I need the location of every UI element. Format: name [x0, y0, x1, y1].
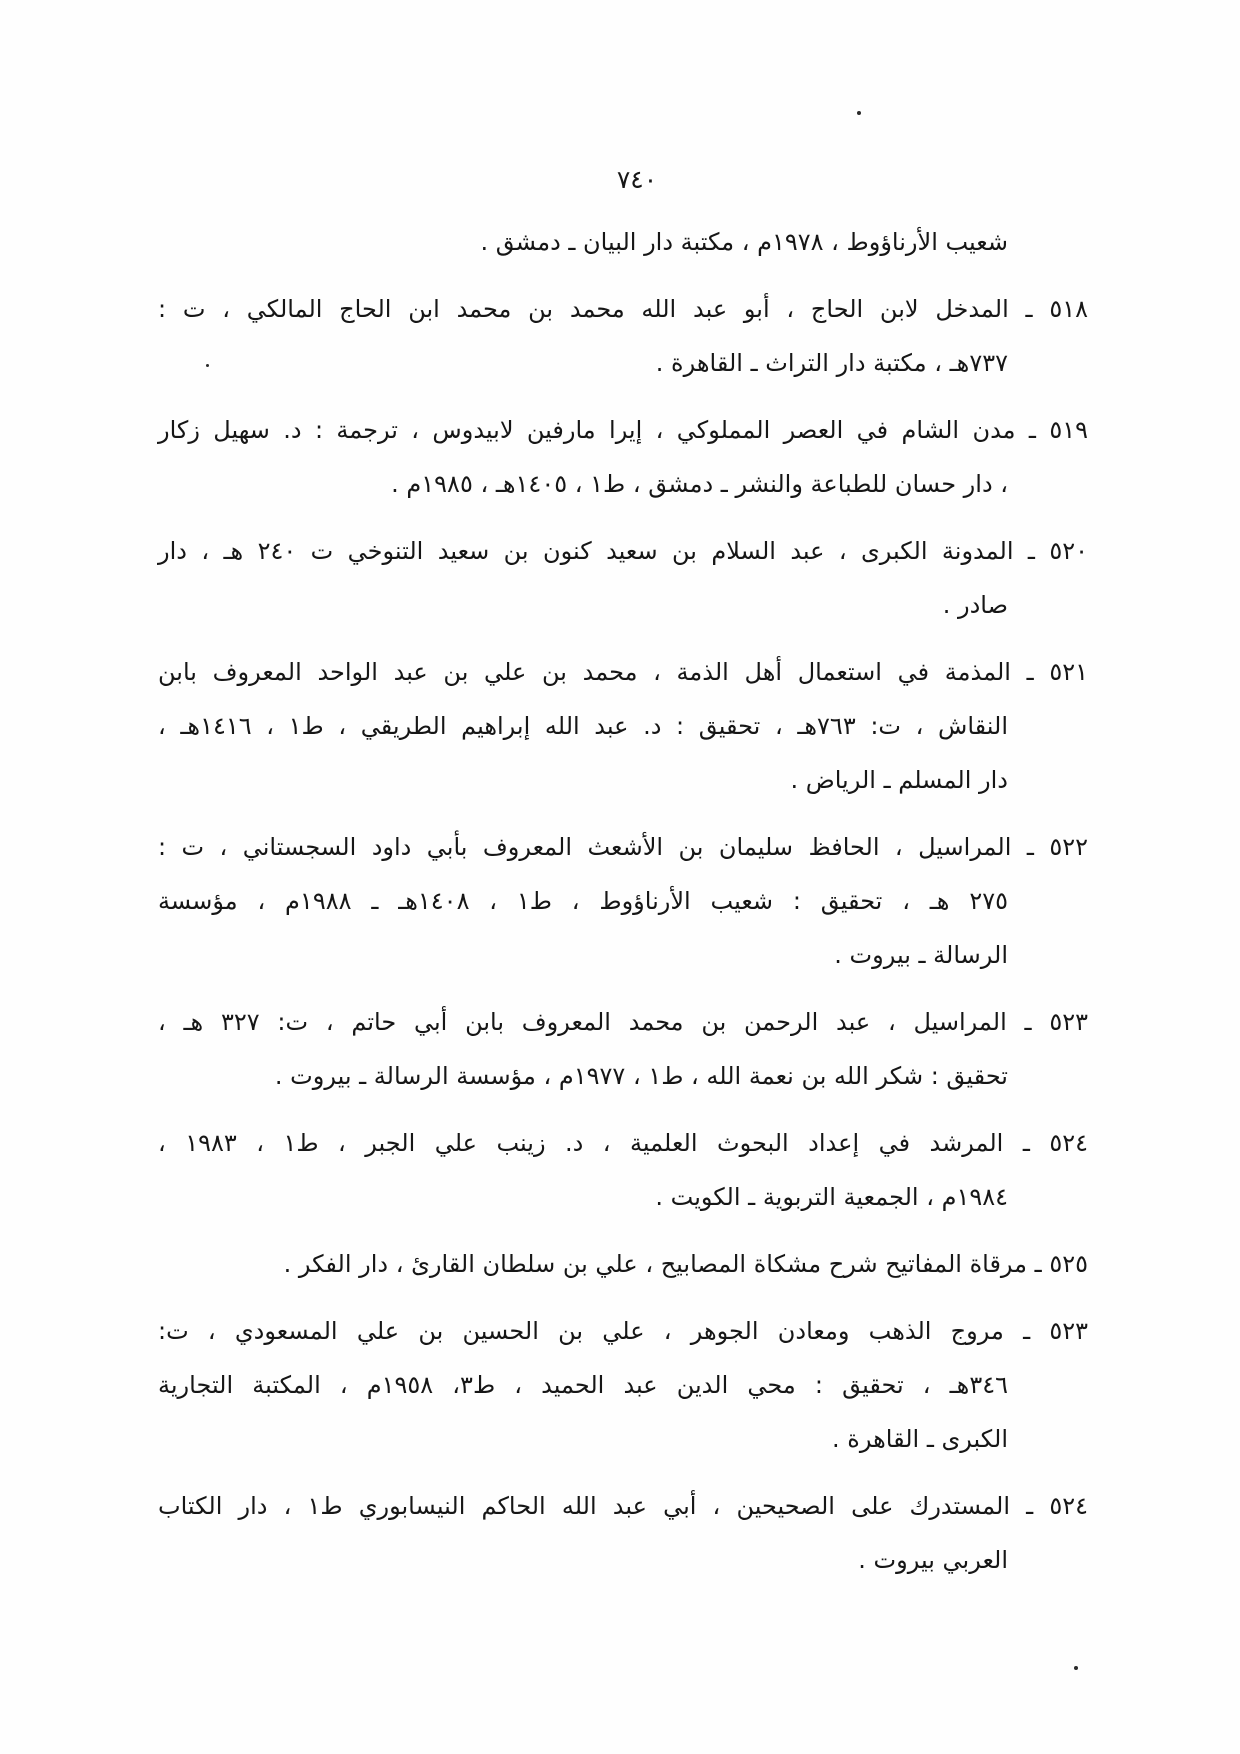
- entry-line: ٥٢٤ ـ المستدرك على الصحيحين ، أبي عبد الله الحاكم النيسابوري ط١ ، دار الكتاب: [158, 1492, 1088, 1520]
- entry-line: تحقيق : شكر الله بن نعمة الله ، ط١ ، ١٩٧٧م ، مؤسسة الرسالة ـ بيروت .: [274, 1062, 1008, 1090]
- entry-line: دار المسلم ـ الرياض .: [790, 766, 1008, 794]
- entry-line: ٥٢٣ ـ مروج الذهب ومعادن الجوهر ، علي بن الحسين بن علي المسعودي ، ت:: [158, 1317, 1088, 1345]
- entry-line: ٢٧٥ هـ ، تحقيق : شعيب الأرناؤوط ، ط١ ، ١٤٠٨هـ ـ ١٩٨٨م ، مؤسسة: [158, 887, 1008, 915]
- entry-line: ٧٣٧هـ ، مكتبة دار التراث ـ القاهرة .: [655, 349, 1008, 377]
- entry-line: ٥٢٣ ـ المراسيل ، عبد الرحمن بن محمد المعروف بابن أبي حاتم ، ت: ٣٢٧ هـ ،: [158, 1008, 1088, 1036]
- entry-line: شعيب الأرناؤوط ، ١٩٧٨م ، مكتبة دار البيان ـ دمشق .: [480, 228, 1008, 256]
- entry-line: ٥١٩ ـ مدن الشام في العصر المملوكي ، إيرا مارفين لابيدوس ، ترجمة : د. سهيل زكار: [158, 416, 1088, 444]
- bibliography-entry: [158, 1116, 1088, 1224]
- entry-line: ٣٤٦هـ ، تحقيق : محي الدين عبد الحميد ، ط٣، ١٩٥٨م ، المكتبة التجارية: [158, 1371, 1008, 1399]
- entry-line: العربي بيروت .: [858, 1546, 1008, 1574]
- entry-line: ٥٢٥ ـ مرقاة المفاتيح شرح مشكاة المصابيح ، علي بن سلطان القارئ ، دار الفكر .: [283, 1250, 1088, 1278]
- entry-line: ٥١٨ ـ المدخل لابن الحاج ، أبو عبد الله محمد بن محمد ابن الحاج المالكي ، ت :: [158, 295, 1088, 323]
- bibliography-entry: [158, 1479, 1088, 1587]
- entry-line: ٥٢٠ ـ المدونة الكبرى ، عبد السلام بن سعيد كنون بن سعيد التنوخي ت ٢٤٠ هـ ، دار: [158, 537, 1089, 565]
- entry-line: ، دار حسان للطباعة والنشر ـ دمشق ، ط١ ، ١٤٠٥هـ ، ١٩٨٥م .: [391, 470, 1008, 498]
- bibliography-entry: [158, 645, 1088, 807]
- bibliography-entry: [158, 820, 1088, 982]
- bibliography-list: [158, 215, 1088, 1600]
- entry-line: ٥٢٢ ـ المراسيل ، الحافظ سليمان بن الأشعث المعروف بأبي داود السجستاني ، ت :: [158, 833, 1088, 861]
- page-number: ٧٤٠: [616, 165, 658, 194]
- entry-line: الكبرى ـ القاهرة .: [832, 1425, 1008, 1453]
- bibliography-entry: [158, 1237, 1088, 1291]
- entry-line: النقاش ، ت: ٧٦٣هـ ، تحقيق : د. عبد الله إبراهيم الطريقي ، ط١ ، ١٤١٦هـ ،: [158, 712, 1008, 740]
- bibliography-entry: [158, 282, 1088, 390]
- entry-line: ١٩٨٤م ، الجمعية التربوية ـ الكويت .: [655, 1183, 1008, 1211]
- scan-speck: [1074, 1666, 1078, 1670]
- continued-entry: [158, 215, 1088, 269]
- bibliography-entry: [158, 995, 1088, 1103]
- bibliography-entry: [158, 1304, 1088, 1466]
- entry-line: ٥٢٤ ـ المرشد في إعداد البحوث العلمية ، د. زينب علي الجبر ، ط١ ، ١٩٨٣ ،: [158, 1129, 1089, 1157]
- entry-line: الرسالة ـ بيروت .: [834, 941, 1008, 969]
- entry-line: صادر .: [942, 591, 1008, 619]
- entry-line: ٥٢١ ـ المذمة في استعمال أهل الذمة ، محمد بن علي بن عبد الواحد المعروف بابن: [158, 658, 1088, 686]
- scan-speck: [857, 111, 861, 115]
- bibliography-entry: [158, 524, 1088, 632]
- scan-speck: [206, 364, 209, 367]
- bibliography-entry: [158, 403, 1088, 511]
